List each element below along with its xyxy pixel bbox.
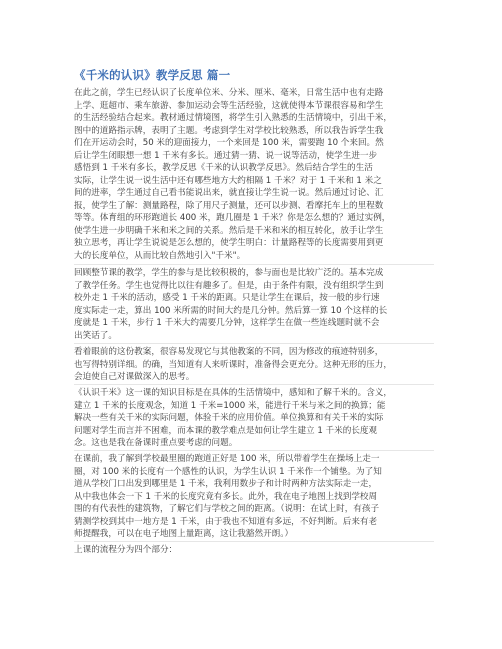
paragraph-process	[74, 544, 434, 557]
paragraph-lesson-plan	[74, 346, 434, 384]
text-line: 上学、逛超市、乘车旅游、参加运动会等生活经验，这就使得本节课很容易和学生	[74, 100, 384, 111]
text-line: 问题对学生而言并不困难，而本课的教学难点是如何让学生建立 1 千米的长度观	[74, 425, 378, 436]
paragraph-intro	[74, 87, 434, 262]
text-line: 解决一些有关千米的实际问题，体验千米的应用价值。单位换算和有关千米的实际	[74, 413, 384, 423]
text-line: 猜测学校到其中一地方是 1 千米，由于我也不知道有多远，不好判断。后来有老	[74, 516, 378, 527]
text-line: 独立思考，再让学生说说是怎么想的，使学生明白：计量路程等的长度需要用到更	[74, 238, 384, 248]
paragraph-divider	[74, 343, 434, 344]
text-line: 师提醒我，可以在电子地图上量距离，这让我豁然开朗。）	[74, 529, 294, 539]
text-line: 上课的流程分为四个部分：	[74, 545, 178, 555]
text-line: 度实际走一走，算出 100 米所需的时间大约是几分钟。然后算一算 10 个这样的长	[74, 305, 388, 316]
text-line: 大的长度单位，从而比较自然地引入"千米"。	[74, 250, 246, 261]
paragraph-divider	[74, 450, 434, 451]
paragraph-preparation	[74, 453, 434, 541]
text-line: 回顾整节课的教学，学生的参与是比较积极的，参与面也是比较广泛的。基本完成	[74, 268, 384, 278]
paragraph-objectives	[74, 387, 434, 450]
text-line: 出笑话了。	[74, 330, 117, 341]
paragraph-review	[74, 267, 434, 342]
document-title: 《千米的认识》教学反思 篇一	[74, 68, 231, 82]
text-line: 等等。体育组的环形跑道长 400 米，跑几圈是 1 千米？你是怎么想的？通过实例，	[74, 213, 391, 223]
text-line: 实际，让学生说一说生活中还有哪些地方大约相隔 1 千米？对于 1 千米和 1 米之	[74, 175, 382, 186]
text-line: 的生活经验结合起来。教材通过情境图，将学生引入熟悉的生活情境中，引出千米，	[74, 113, 392, 123]
text-line: 会迫使自己对课做深入的思考。	[74, 372, 195, 382]
text-line: 围的有代表性的建筑物，了解它们与学校之间的距离。（说明：在试上时，有孩子	[74, 504, 380, 514]
text-line: 在此之前，学生已经认识了长度单位米、分米、厘米、毫米，日常生活中也有走路	[74, 88, 384, 98]
paragraph-divider	[74, 384, 434, 385]
text-line: 使学生进一步明确千米和米之间的关系。然后是千米和米的相互转化，放手让学生	[74, 225, 384, 236]
text-line: 校外走 1 千米的活动，感受 1 千米的距离。只是让学生在课后，按一般的步行速	[74, 293, 380, 303]
text-line: 了教学任务。学生也觉得比以往有趣多了。但是，由于条件有限，没有组织学生到	[74, 280, 384, 291]
text-line: 《认识千米》这一课的知识目标是在具体的生活情境中，感知和了解千米的。含义，	[74, 388, 392, 398]
text-line: 在课前，我了解到学校最里圈的跑道正好是 100 米，所以带着学生在操场上走一	[74, 454, 380, 464]
text-line: 图中的道路指示牌，表明了主题。考虑到学生对学校比较熟悉，所以我告诉学生我	[74, 125, 384, 136]
text-line: 间的进率，学生通过自己看书能说出来，就直接让学生说一说。然后通过讨论、汇	[74, 188, 384, 198]
text-line: 报，使学生了解：测量路程，除了用尺子测量，还可以步测、看摩托车上的里程数	[74, 200, 384, 211]
text-line: 看着眼前的这份教案，很容易发现它与其他教案的不同，因为修改的痕迹特别多，	[74, 347, 384, 357]
text-line: 后让学生闭眼想一想 1 千米有多长。通过猜一猜、说一说等活动，使学生进一步	[74, 150, 378, 161]
text-line: 度就是 1 千米，步行 1 千米大约需要几分钟，这样学生在做一些连线题时就不会	[74, 318, 380, 328]
text-line: 念。这也是我在备课时重点要考虑的问题。	[74, 438, 238, 448]
text-line: 感悟到 1 千米有多长，教学反思《千米的认识教学反思》。然后结合学生的生活	[74, 163, 373, 173]
text-line: 也写得特别详细。的确，当知道有人来听课时，准备得会更充分。这种无形的压力，	[74, 359, 392, 370]
text-line: 从中我也体会一下 1 千米的长度究竟有多长。此外，我在电子地图上找到学校周	[74, 491, 378, 502]
text-line: 建立 1 千米的长度观念，知道 1 千米=1000 米，能进行千米与米之间的换算；能	[74, 400, 386, 411]
text-line: 们在开运动会时，50 米的迎面接力，一个来回是 100 米，需要跑 10 个来回。然	[74, 138, 384, 148]
paragraph-divider	[74, 264, 434, 265]
text-line: 圈，对 100 米的长度有一个感性的认识，为学生认识 1 千米作一个铺垫。为了知	[74, 466, 382, 477]
text-line: 道从学校门口出发到哪里是 1 千米，我利用数步子和计时两种方法实际走一走，	[74, 479, 378, 489]
paragraph-divider	[74, 541, 434, 542]
